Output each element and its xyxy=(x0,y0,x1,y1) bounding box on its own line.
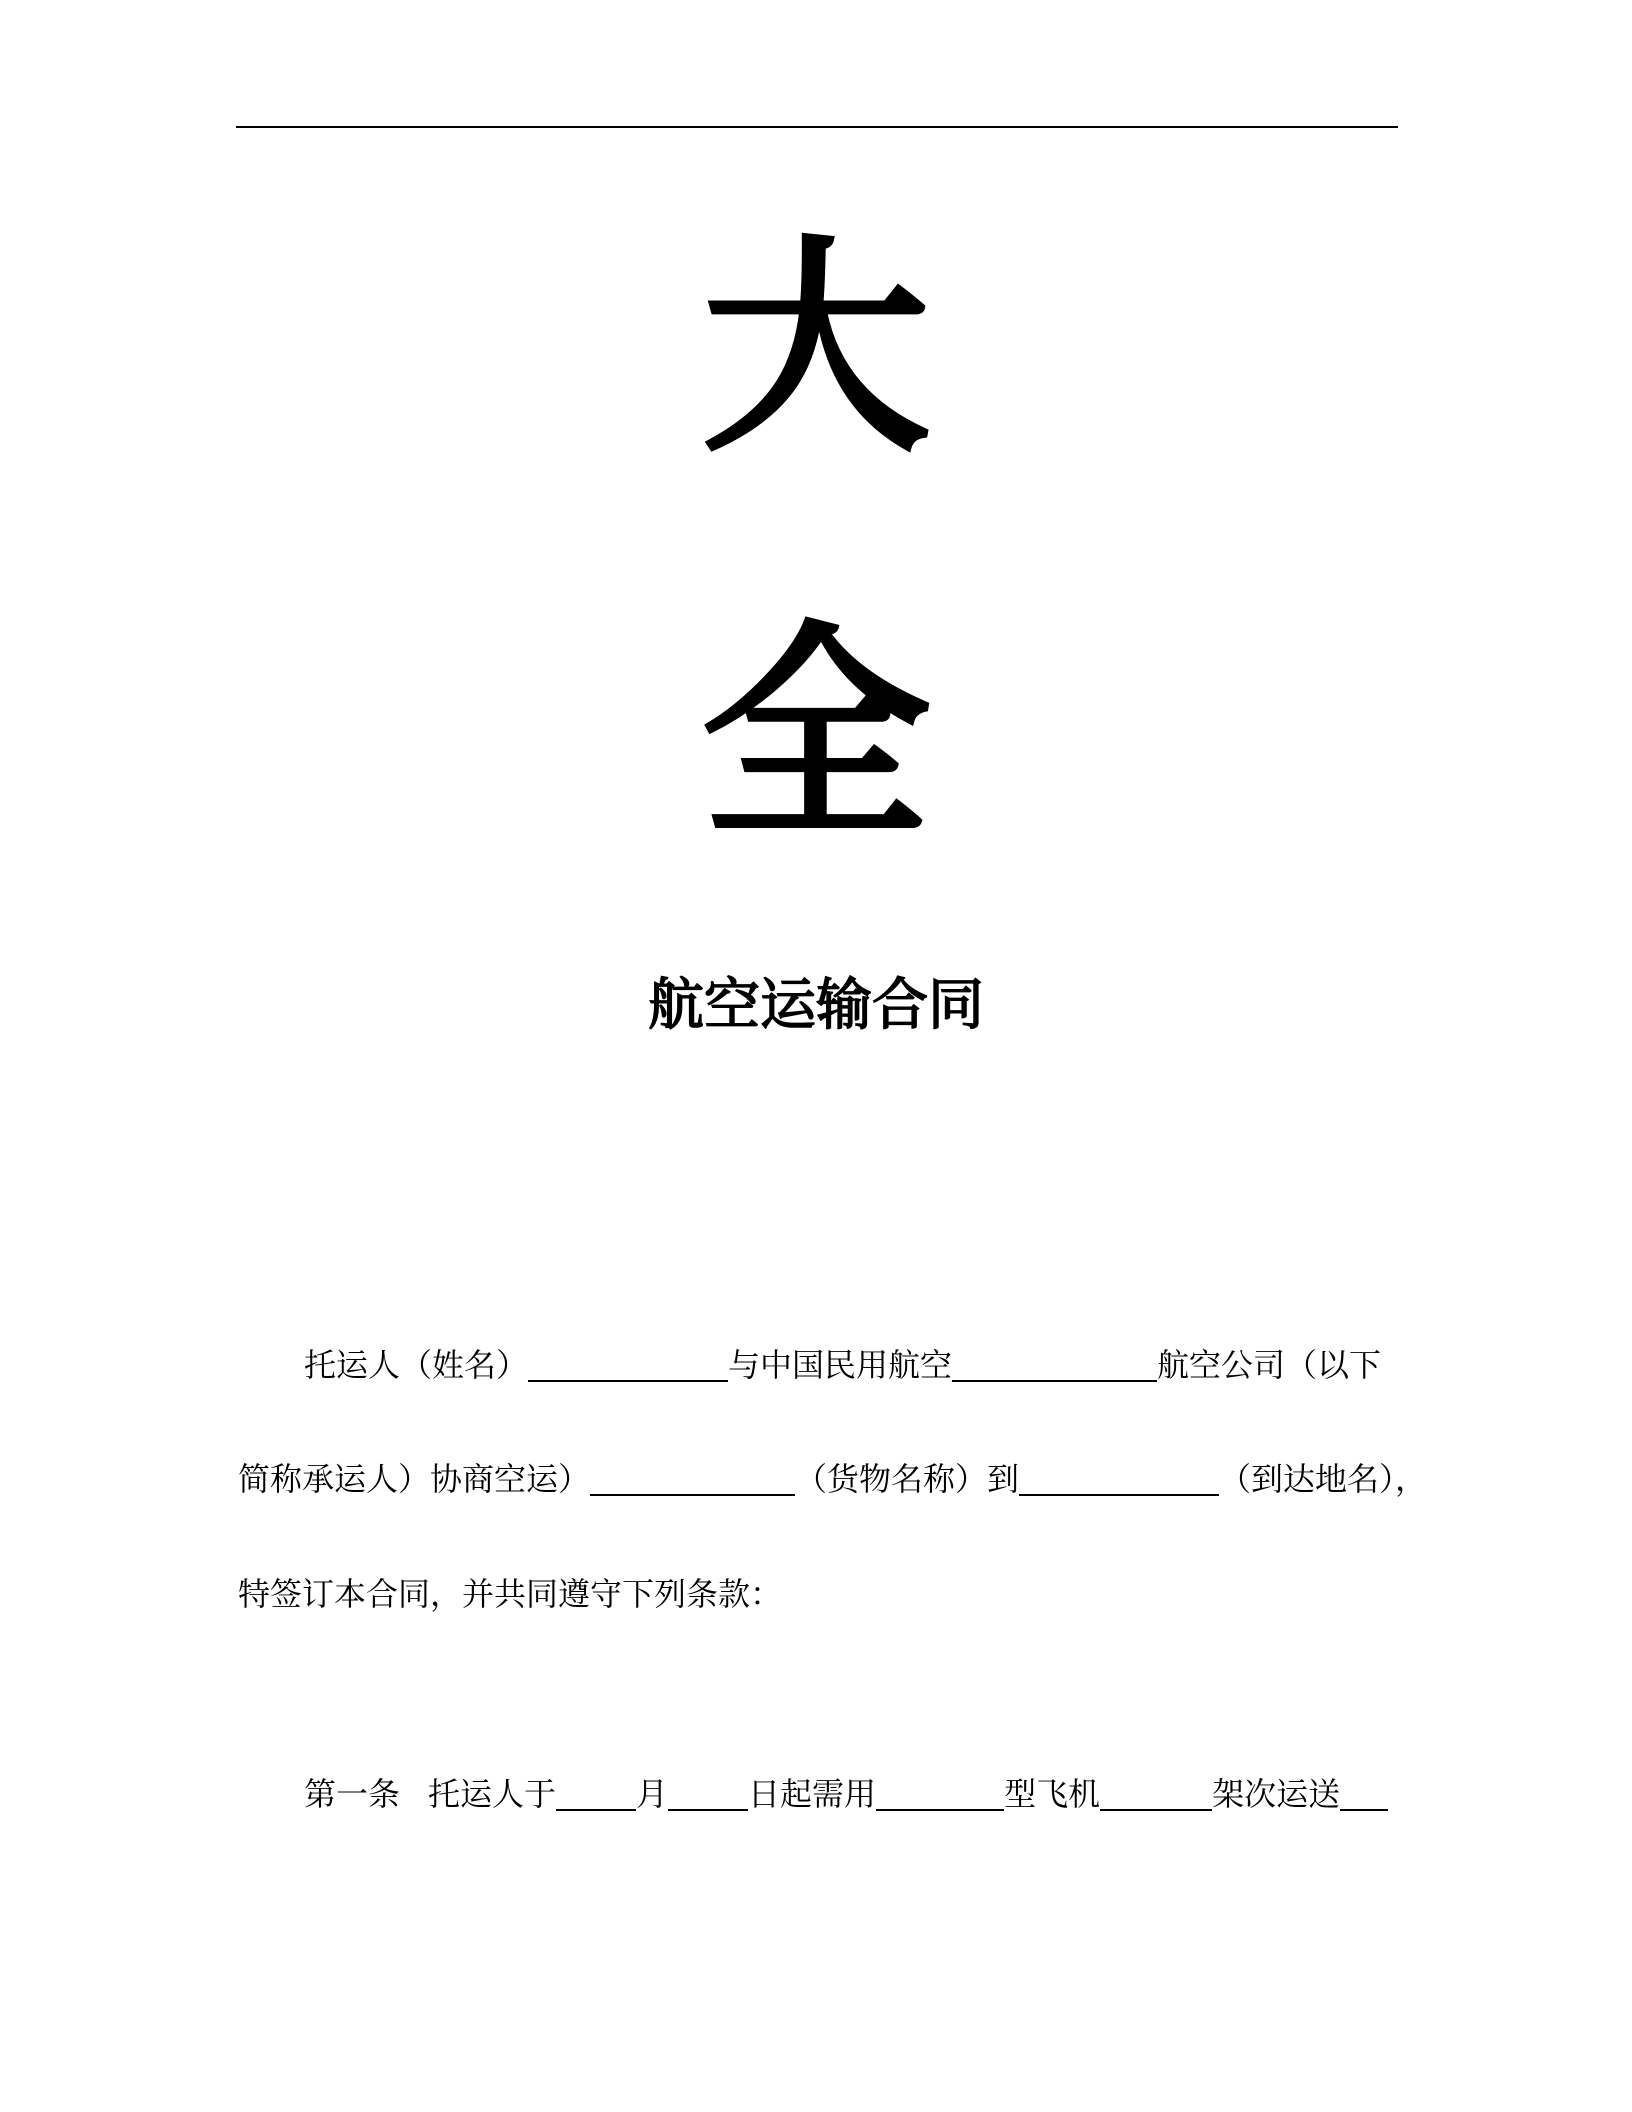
text-airline-company: 航空公司（以下 xyxy=(1157,1346,1382,1384)
document-title: 航空运输合同 xyxy=(648,973,984,1038)
text-cargo-name: （货物名称）到 xyxy=(795,1460,1020,1498)
text-destination: （到达地名）， xyxy=(1219,1460,1428,1498)
text-month: 月 xyxy=(636,1775,669,1813)
blank-aircraft-type xyxy=(876,1779,1004,1811)
paragraph-line-2 xyxy=(238,1460,1428,1498)
blank-month xyxy=(556,1779,636,1811)
text-shipper-from: 托运人于 xyxy=(428,1775,557,1813)
text-day-need: 日起需用 xyxy=(748,1775,877,1813)
blank-shipper-name xyxy=(528,1350,728,1382)
article-1-label: 第一条 xyxy=(304,1775,401,1813)
blank-cargo-name xyxy=(590,1464,795,1496)
article-1-line xyxy=(238,1775,1398,1813)
header-rule xyxy=(236,126,1398,128)
text-sorties: 架次运送 xyxy=(1212,1775,1341,1813)
blank-sorties xyxy=(1100,1779,1212,1811)
cover-char-da: 大 xyxy=(700,217,931,484)
blank-airline xyxy=(952,1350,1157,1382)
text-caac: 与中国民用航空 xyxy=(728,1346,953,1384)
paragraph-line-3 xyxy=(238,1575,1398,1613)
blank-cargo-qty xyxy=(1340,1779,1388,1811)
text-agreement-intro: 特签订本合同，并共同遵守下列条款： xyxy=(238,1575,783,1613)
blank-destination xyxy=(1019,1464,1219,1496)
cover-char-quan: 全 xyxy=(700,603,931,870)
text-shipper-name: 托运人（姓名） xyxy=(304,1346,529,1384)
blank-day xyxy=(668,1779,748,1811)
text-carrier-abbrev: 简称承运人）协商空运） xyxy=(238,1460,591,1498)
paragraph-line-1 xyxy=(238,1346,1398,1384)
text-aircraft-type: 型飞机 xyxy=(1004,1775,1101,1813)
